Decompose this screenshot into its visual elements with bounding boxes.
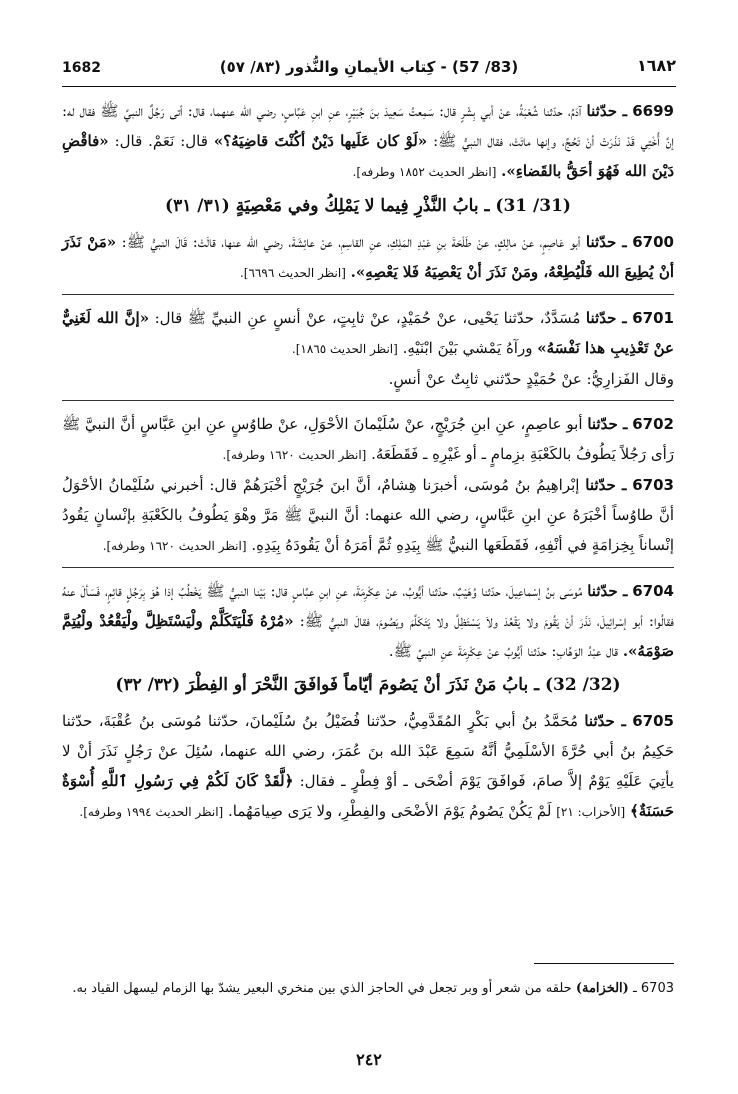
hadith-text: قال عبْدُ الوَهَّابِ: حدّثنا أيُّوبُ عنْ عِكْرِمَةَ عنِ النبيِّ ﷺ. <box>388 642 619 660</box>
cross-reference: [انظر الحديث ١٨٦٥]. <box>291 342 398 356</box>
hadith-6699 <box>62 96 674 187</box>
hadith-lead: ـ حدّثنا <box>587 415 628 433</box>
section-divider <box>62 400 674 401</box>
cross-reference: [انظر الحديث ١٩٩٤ وطرفه]. <box>79 805 224 819</box>
hadith-lead: ـ حدّثنا <box>585 309 627 327</box>
prophet-quote: «إنَّ الله لَغَنِيٌّ عنْ تَعْذِيبِ هذا نَفْسَهُ» <box>62 309 674 357</box>
hadith-lead: ـ حدّثنا <box>587 582 628 600</box>
hadith-note: وقال الفَزارِيُّ: عنْ حُمَيْدٍ حدّثني ثابِتٌ عنْ أنسٍ. <box>388 370 674 388</box>
footnote-term: (الخزامة) <box>575 981 629 996</box>
hadith-text: إبْراهِيمُ بنُ مُوسَى، أخبرَنا هِشامٌ، أنَّ ابنَ جُرَيْجٍ أخْبَرَهُمْ قال: أخبرني سُلَيْمانُ الأحْوَلُ أنَّ طاوُساً أخْبَرَهُ عنِ ابنِ عَبَّاسٍ، رضي الله عنهما: أنَّ النبيَّ ﷺ مَرَّ وهْوَ يَطُوفُ بالكَعْبَةِ بإنْسانٍ يَقُودُ إنْساناً بِخِزامَةٍ في أنْفِهِ، فَقَطَعَها النبيُّ ﷺ بِيَدِهِ ثُمَّ أمَرَهُ أنْ يَقُودَهُ بِيَدِهِ. <box>62 476 674 554</box>
cross-reference: [انظر الحديث ١٦٢٠ وطرفه]. <box>102 539 247 553</box>
hadith-number: 6703 <box>632 476 674 494</box>
hadith-number: 6704 <box>632 582 674 600</box>
hadith-number: 6701 <box>632 309 674 327</box>
hadith-6705 <box>62 706 674 827</box>
prophet-quote: «فاقْضِ دَيْنَ الله فَهُوَ أحَقُّ بالقَضاءِ». <box>62 132 674 180</box>
hadith-lead: ـ حدّثنا <box>586 102 628 120</box>
hadith-number: 6699 <box>632 102 674 120</box>
hadith-6701 <box>62 303 674 364</box>
hadith-lead: ـ حدّثنا <box>585 233 627 251</box>
footnote-text: حلقه من شعر أو وبر تجعل في الحاجز الذي بين منخري البعير يشدّ بها الزمام ليسهل القياد به. <box>72 981 572 996</box>
page-number-arabic: ١٦٨٢ <box>636 56 676 75</box>
prophet-quote: «مُرْهُ فَلْيَتَكَلَّمْ ولْيَسْتَظِلَّ ولْيَقْعُدْ ولْيُتِمَّ صَوْمَهُ». <box>62 612 674 660</box>
chapter-heading-32: (32/ 32) ـ بابُ مَنْ نَذَرَ أنْ يَصُومَ أيّاماً فَوافَقَ النَّحْرَ أو الفِطْرَ (٣٢/ ٣٢) <box>115 675 621 695</box>
page-body <box>62 96 674 827</box>
hadith-lead: ـ حدّثنا <box>585 476 627 494</box>
chapter-heading-31: (31/ 31) ـ بابُ النَّذْرِ فِيما لا يَمْلِكُ وفي مَعْصِيَةٍ (٣١/ ٣١) <box>165 196 571 216</box>
prophet-quote: «لَوْ كان عَلَيها دَيْنٌ أكُنْتَ قاضِيَهُ؟» <box>213 132 428 150</box>
hadith-text: أبو عاصِمٍ، عنِ ابنِ جُرَيْجٍ، عنْ سُلَيْمانَ الأحْوَلِ، عنْ طاوُسٍ عنِ ابنِ عَبَّاسٍ أنَّ النبيَّ ﷺ رَأى رَجُلاً يَطُوفُ بالكَعْبَةِ بزِمامٍ ـ أو غَيْرِهِ ـ فَقَطَعَهُ. <box>62 415 674 463</box>
page-number-latin: 1682 <box>62 60 101 76</box>
running-title: (83/ 57) - كِتاب الأيمانِ والنُّذور (٨٣/ ٥٧) <box>219 58 519 76</box>
prophet-quote: «مَنْ نَذَرَ أنْ يُطِيعَ الله فَلْيُطِعْهُ، ومَنْ نَذَرَ أنْ يَعْصِيَهُ فَلا يَعْصِهِ». <box>62 233 674 281</box>
hadith-text: آدَمُ، حدّثنا شُعْبَةُ، عنْ أبي بِشْرٍ قال: سَمِعتُ سَعِيدَ بنَ جُبَيْرٍ، عنِ ابنِ عَبَّاسٍ، رضي الله عنهما، قال: أتى رَجُلٌ النبيَّ ﷺ فقال له: إنَّ أُخْتِي قَدْ نَذَرَتْ أنْ تَحُجَّ، وإنها ماتَتْ، فقال النبيُّ ﷺ: <box>62 102 674 150</box>
hadith-lead: ـ حدّثنا <box>584 712 626 730</box>
hadith-6702 <box>62 409 674 470</box>
quran-quote: ﴿لَّقَدْ كَانَ لَكُمْ فِي رَسُولِ ٱللَّهِ أُسْوَةٌ حَسَنَةٌ﴾ <box>62 772 674 820</box>
hadith-text: لَمْ يَكُنْ يَصُومُ يَوْمَ الأضْحَى والفِطْرِ، ولا يَرَى صِيامَهُما. <box>228 802 552 820</box>
hadith-number: 6702 <box>632 415 674 433</box>
hadith-text: ورآهُ يَمْشي بَيْنَ ابْنَيْهِ. <box>402 339 533 357</box>
footnote <box>62 978 674 1000</box>
section-divider <box>62 567 674 568</box>
hadith-number: 6705 <box>632 712 674 730</box>
page-header <box>62 52 676 87</box>
hadith-text: مُحَمَّدُ بنُ أبي بَكْرٍ المُقَدَّمِيُّ، حدّثنا فُضَيْلُ بنُ سُلَيْمانَ، حدّثنا مُوسَى بنُ عُقْبَةَ، حدّثنا حَكِيمُ بنُ أبي حُرَّةَ الأسْلَمِيُّ أنَّهُ سَمِعَ عَبْدَ الله بنَ عُمَرَ، رضي الله عنهما، سُئِلَ عنْ رَجُلٍ نَذَرَ أنْ لا يأتِيَ عَلَيْهِ يَوْمٌ إلاَّ صامَ، فَوافَقَ يَوْمَ أضْحَى ـ أوْ فِطْرٍ ـ فقال: <box>62 712 674 790</box>
footnote-number: 6703 ـ <box>632 981 674 996</box>
cross-reference: [انظر الحديث ٦٦٩٦]. <box>239 266 346 280</box>
hadith-text: أبو عَاصِمٍ، عنْ مالِكٍ، عنْ طَلْحَةَ بنِ عَبْدِ المَلِكِ، عنِ القاسِمِ، عنْ عائِشَةَ، رضي الله عنها، قالَتْ: قَالَ النبيُّ ﷺ: <box>121 233 581 251</box>
hadith-6703 <box>62 470 674 561</box>
hadith-text: مُسَدَّدٌ، حدّثنا يَحْيى، عنْ حُمَيْدٍ، عنْ ثابِتٍ، عنْ أنسٍ عنِ النبيِّ ﷺ قال: <box>154 309 581 327</box>
footnote-rule <box>534 963 674 964</box>
quran-reference: [الأحزاب: ٢١] <box>556 805 626 819</box>
hadith-6704 <box>62 576 674 666</box>
section-divider <box>62 294 674 295</box>
hadith-6700 <box>62 227 674 288</box>
cross-reference: [انظر الحديث ١٦٢٠ وطرفه]. <box>222 448 367 462</box>
cross-reference: [انظر الحديث ١٨٥٢ وطرفه]. <box>352 165 497 179</box>
hadith-text: مُوسَى بنُ إسْماعِيلَ، حدّثنا وُهَيْبٌ، حدّثنا أيُّوبُ، عنْ عِكْرِمَةَ، عنِ ابنِ عبَّاسٍ قال: بَيْنا النبيُّ ﷺ يَخْطُبُ إذا هُوَ بِرَجُلٍ قائِمٍ، فَسَألَ عنهُ فقالُوا: أبو إسْرائِيلَ، نَذَرَ أنْ يَقُومَ ولا يَقْعُدَ ولاَ يَسْتَظِلَّ ولا يَتَكَلَّمَ ويَصُومَ، فقالَ النبيُّ ﷺ: <box>62 582 674 630</box>
footer-page-number: ٢٤٢ <box>356 1050 382 1069</box>
hadith-number: 6700 <box>632 233 674 251</box>
hadith-text: قال: نَعَمْ. قال: <box>114 132 208 150</box>
